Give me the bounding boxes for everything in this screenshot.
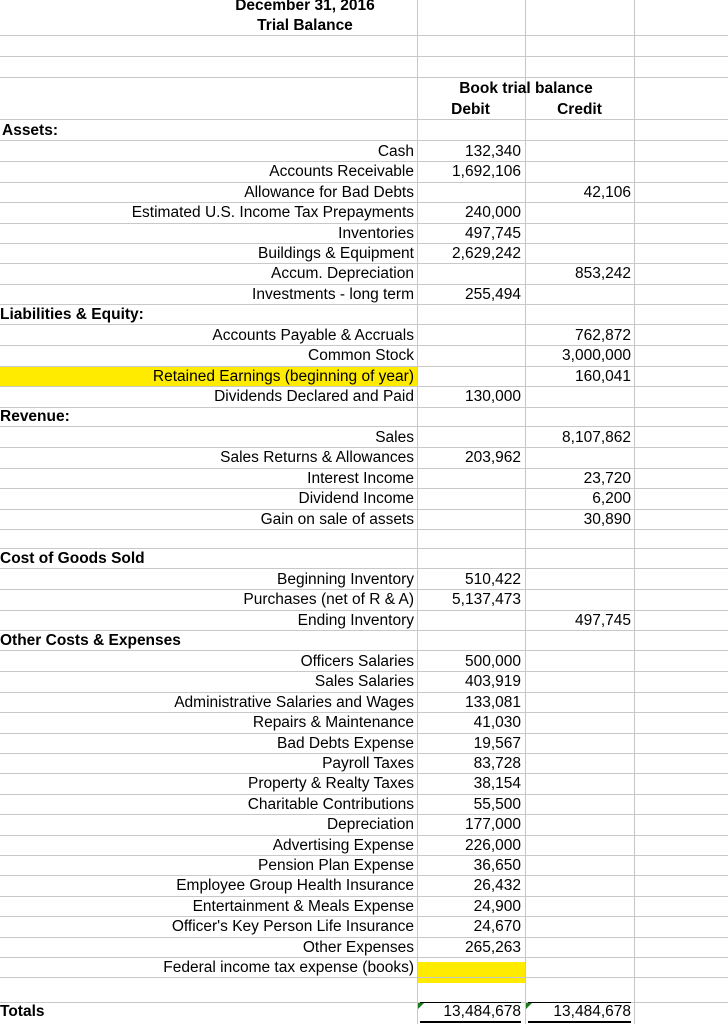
credit-value: [528, 713, 631, 733]
account-label: Cash: [377, 143, 414, 160]
account-label: Dividends Declared and Paid: [214, 388, 414, 406]
credit-value: [528, 244, 631, 264]
header-row-columns: [0, 100, 728, 120]
credit-value: [528, 836, 631, 856]
debit-value: 26,432: [473, 877, 521, 895]
totals-debit: 13,484,678: [420, 1002, 521, 1023]
credit-value: [528, 734, 631, 754]
account-row: [0, 754, 728, 774]
credit-value: [528, 652, 631, 672]
credit-value: [528, 938, 631, 958]
credit-value: 762,872: [574, 327, 631, 344]
account-label: Estimated U.S. Income Tax Prepayments: [131, 204, 414, 222]
debit-header: Debit: [451, 101, 490, 118]
debit-value: 255,494: [464, 285, 521, 303]
debit-value: 240,000: [464, 204, 521, 222]
account-label: Other Expenses: [302, 938, 414, 956]
account-row: [0, 897, 728, 917]
debit-value: 500,000: [464, 653, 521, 670]
section-other-costs: Other Costs & Expenses: [0, 632, 181, 649]
credit-value: 30,890: [583, 510, 631, 528]
debit-value: [420, 510, 521, 530]
account-row: [0, 652, 728, 672]
account-row: [0, 856, 728, 876]
account-label: Buildings & Equipment: [258, 245, 414, 262]
debit-value: [420, 346, 521, 366]
debit-value: [420, 489, 521, 509]
debit-value: [420, 183, 521, 203]
debit-value: 2,629,242: [452, 245, 521, 262]
debit-value: [420, 326, 521, 346]
credit-value: [528, 142, 631, 162]
account-row: [0, 387, 728, 407]
credit-value: [528, 570, 631, 590]
credit-value: [528, 897, 631, 917]
debit-value: 36,650: [473, 857, 521, 874]
debit-value: [420, 611, 521, 631]
debit-value: 24,670: [473, 918, 521, 936]
debit-value: 5,137,473: [452, 591, 521, 609]
account-label: Interest Income: [307, 469, 414, 487]
sheet-row: [0, 37, 728, 57]
debit-value: 130,000: [464, 388, 521, 406]
account-row: [0, 693, 728, 713]
account-row: [0, 672, 728, 692]
account-label: Entertainment & Meals Expense: [192, 897, 414, 915]
sheet-row: [0, 16, 728, 36]
account-row: [0, 489, 728, 509]
debit-value: 55,500: [473, 795, 521, 813]
section-row-revenue: [0, 407, 728, 427]
account-row: [0, 224, 728, 244]
account-label: Bad Debts Expense: [276, 734, 414, 752]
cell-note-marker: [526, 1003, 532, 1009]
account-label: Accounts Receivable: [269, 163, 414, 181]
account-label: Property & Realty Taxes: [248, 775, 414, 793]
credit-value: [528, 387, 631, 407]
debit-value: 497,745: [464, 224, 521, 242]
debit-value: [420, 367, 521, 387]
section-row-liabilities: [0, 305, 728, 325]
debit-value: 38,154: [473, 775, 521, 793]
debit-value: [420, 264, 521, 284]
account-row: [0, 611, 728, 631]
sheet-row: [0, 529, 728, 549]
report-date: December 31, 2016: [235, 0, 375, 14]
debit-value: 132,340: [464, 143, 521, 160]
credit-value: [528, 693, 631, 713]
debit-value: [420, 958, 521, 978]
debit-value: 226,000: [464, 836, 521, 854]
account-label: Ending Inventory: [297, 611, 414, 629]
account-row: [0, 815, 728, 835]
account-label: Sales Salaries: [314, 673, 414, 691]
credit-value: [528, 958, 631, 978]
section-assets: Assets:: [2, 122, 58, 139]
credit-value: [528, 876, 631, 896]
book-trial-balance-header: Book trial balance: [459, 80, 593, 97]
account-label: Investments - long term: [252, 285, 414, 303]
account-label: Employee Group Health Insurance: [176, 877, 414, 895]
credit-value: [528, 590, 631, 610]
credit-value: [528, 448, 631, 468]
account-label: Retained Earnings (beginning of year): [152, 367, 414, 385]
debit-value: 1,692,106: [452, 163, 521, 181]
account-label: Common Stock: [308, 347, 414, 365]
account-label: Purchases (net of R & A): [243, 591, 414, 609]
account-row: [0, 510, 728, 530]
totals-label: Totals: [0, 1003, 45, 1020]
debit-value: 19,567: [473, 734, 521, 752]
credit-value: 6,200: [592, 490, 631, 508]
account-row: [0, 795, 728, 815]
account-label: Administrative Salaries and Wages: [174, 693, 414, 711]
account-row: [0, 142, 728, 162]
totals-row: [0, 1002, 728, 1022]
account-row: [0, 264, 728, 284]
debit-value: 265,263: [464, 938, 521, 956]
account-row: [0, 876, 728, 896]
account-label: Advertising Expense: [272, 836, 414, 854]
credit-value: [528, 774, 631, 794]
account-row: [0, 836, 728, 856]
sheet-row: [0, 983, 728, 1003]
account-label: Payroll Taxes: [322, 755, 414, 772]
account-row: [0, 958, 728, 978]
account-row: [0, 469, 728, 489]
credit-value: [528, 815, 631, 835]
credit-value: [528, 285, 631, 305]
credit-value: 23,720: [583, 469, 631, 487]
debit-value: 403,919: [464, 673, 521, 691]
debit-value: 177,000: [464, 816, 521, 834]
account-row: [0, 346, 728, 366]
credit-value: 42,106: [583, 183, 631, 201]
account-label: Accum. Depreciation: [270, 265, 414, 283]
credit-value: 160,041: [574, 367, 631, 385]
account-row: [0, 162, 728, 182]
account-label: Charitable Contributions: [247, 795, 414, 813]
debit-value: 83,728: [473, 755, 521, 772]
account-row: [0, 590, 728, 610]
credit-value: 8,107,862: [562, 429, 631, 446]
section-revenue: Revenue:: [0, 408, 70, 425]
account-label: Federal income tax expense (books): [163, 959, 414, 976]
account-row: [0, 183, 728, 203]
account-row: [0, 203, 728, 223]
cell-note-marker: [418, 1003, 424, 1009]
account-row: [0, 326, 728, 346]
account-row: [0, 774, 728, 794]
account-label: Pension Plan Expense: [258, 857, 414, 874]
account-label: Sales: [375, 429, 414, 446]
credit-header: Credit: [557, 101, 602, 118]
totals-credit: 13,484,678: [528, 1002, 631, 1023]
debit-value: 510,422: [464, 571, 521, 588]
account-row: [0, 285, 728, 305]
debit-value: 133,081: [464, 693, 521, 711]
account-row: [0, 713, 728, 733]
section-row-assets: [0, 121, 728, 141]
account-label: Repairs & Maintenance: [252, 714, 414, 732]
debit-value: 203,962: [464, 449, 521, 467]
header-row-group: [0, 79, 728, 99]
credit-value: [528, 856, 631, 876]
report-title: Trial Balance: [257, 17, 353, 34]
account-row: [0, 734, 728, 754]
debit-value: 41,030: [473, 714, 521, 732]
section-row-other-costs: [0, 631, 728, 651]
account-label: Sales Returns & Allowances: [220, 449, 414, 467]
debit-value: 24,900: [473, 897, 521, 915]
account-row: [0, 448, 728, 468]
account-row: [0, 917, 728, 937]
credit-value: [528, 672, 631, 692]
credit-value: [528, 795, 631, 815]
account-label: Dividend Income: [298, 490, 414, 508]
section-row-cogs: [0, 549, 728, 569]
credit-value: [528, 754, 631, 774]
credit-value: [528, 917, 631, 937]
account-label: Officers Salaries: [300, 653, 414, 670]
account-label: Depreciation: [326, 816, 414, 834]
sheet-row: [0, 58, 728, 78]
account-label: Gain on sale of assets: [260, 510, 414, 528]
account-label: Allowance for Bad Debts: [244, 183, 414, 201]
account-label: Officer's Key Person Life Insurance: [171, 918, 414, 936]
account-row: [0, 244, 728, 264]
credit-value: [528, 224, 631, 244]
debit-value: [420, 428, 521, 448]
account-row: [0, 570, 728, 590]
credit-value: [528, 203, 631, 223]
account-row: [0, 428, 728, 448]
account-label: Beginning Inventory: [276, 571, 414, 588]
section-cogs: Cost of Goods Sold: [0, 550, 145, 567]
account-label: Inventories: [338, 224, 414, 242]
account-label: Accounts Payable & Accruals: [212, 327, 414, 344]
credit-value: 3,000,000: [562, 347, 631, 365]
section-liabilities: Liabilities & Equity:: [0, 306, 144, 323]
credit-value: 853,242: [574, 265, 631, 283]
credit-value: 497,745: [574, 611, 631, 629]
debit-value: [420, 469, 521, 489]
credit-value: [528, 162, 631, 182]
account-row: [0, 367, 728, 387]
account-row: [0, 938, 728, 958]
